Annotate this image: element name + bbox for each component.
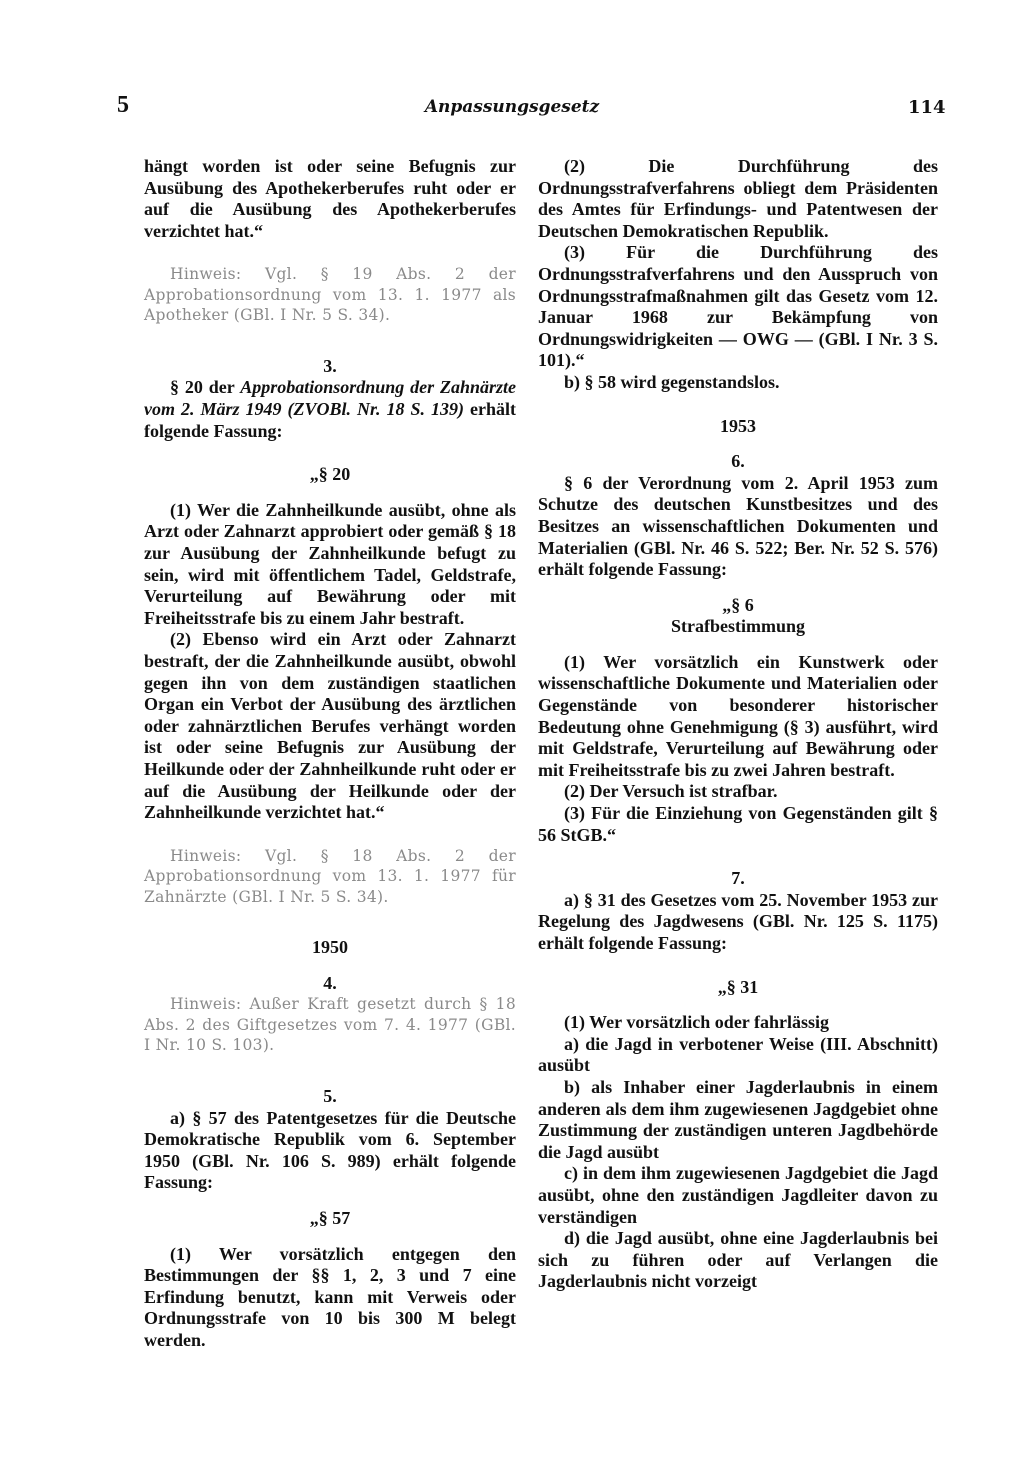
paragraph: (1) Wer vorsätzlich oder fahrlässig <box>564 1012 829 1033</box>
paragraph: (3) Für die Durchführung des Ordnungsstrafverfahrens und den Ausspruch von Ordnungsstrafmaßnahmen gilt das Gesetz vom 12. Januar 1968 zur Bekämpfung von Ordnungswidrigkeiten — OWG — (GBl. I Nr. 3 S. 101).“ <box>538 242 938 371</box>
paragraph: § 6 der Verordnung vom 2. April 1953 zum Schutze des deutschen Kunstbesitzes und des Besitzes an wissenschaftlichen Dokumenten und Materialien (GBl. Nr. 46 S. 522; Ber. Nr. 52 S. 576) erhält folgende Fassung: <box>538 472 938 580</box>
paragraph-text: erhält folgende Fassung: <box>144 399 516 441</box>
paragraph: (2) Der Versuch ist strafbar. <box>564 781 778 802</box>
section-heading: „§ 57 <box>309 1207 351 1228</box>
list-item: b) als Inhaber einer Jagderlaubnis in einem anderen als dem ihm zugewiesenen Jagdgebiet ohne Zustimmung der zuständigen unteren Jagdbehörde die Jagd ausübt <box>538 1076 938 1162</box>
list-item: a) die Jagd in verbotener Weise (III. Abschnitt) ausübt <box>538 1033 938 1076</box>
right-column <box>538 156 938 1293</box>
section-number: 7. <box>731 868 745 889</box>
paragraph: (1) Wer die Zahnheilkunde ausübt, ohne als Arzt oder Zahnarzt approbiert oder gemäß § 18 zur Ausübung der Zahnheilkunde befugt zu sein, wird mit öffentlichem Tadel, Geldstrafe, Verurteilung auf Bewährung oder mit Freiheitsstrafe bis zu einem Jahr bestraft. <box>144 499 516 628</box>
paragraph: (3) Für die Einziehung von Gegenständen gilt § 56 StGB.“ <box>538 803 938 845</box>
hint-note: Hinweis: Außer Kraft gesetzt durch § 18 Abs. 2 des Giftgesetzes vom 7. 4. 1977 (GBl. I Nr. 10 S. 103). <box>144 995 516 1055</box>
hint-note: Hinweis: Vgl. § 19 Abs. 2 der Approbationsordnung vom 13. 1. 1977 als Apotheker (GBl. I Nr. 5 S. 34). <box>144 265 516 325</box>
page-number: 114 <box>908 97 946 118</box>
section-heading: „§ 31 <box>717 976 759 997</box>
left-column <box>144 156 516 1351</box>
paragraph: (2) Die Durchführung des Ordnungsstrafverfahrens obliegt dem Präsidenten des Amtes für Erfindungs- und Patentwesen der Deutschen Demokratischen Republik. <box>538 156 938 241</box>
section-number: 4. <box>323 972 337 993</box>
paragraph-text: § 20 der <box>170 377 241 398</box>
paragraph: b) § 58 wird gegenstandslos. <box>564 371 780 392</box>
law-citation: Approbationsordnung der Zahnärzte vom 2. März 1949 (ZVOBl. Nr. 18 S. 139) <box>144 377 516 420</box>
chapter-number: 5 <box>117 92 129 118</box>
paragraph: a) § 57 des Patentgesetzes für die Deutsche Demokratische Republik vom 6. September 1950 (GBl. Nr. 106 S. 989) erhält folgende Fassung: <box>144 1107 516 1193</box>
paragraph <box>144 377 516 442</box>
paragraph: (1) Wer vorsätzlich entgegen den Bestimmungen der §§ 1, 2, 3 und 7 eine Erfindung benutzt, kann mit Verweis oder Ordnungsstrafe von 10 bis 300 M belegt werden. <box>144 1243 516 1350</box>
section-heading: „§ 20 <box>309 464 351 485</box>
paragraph: (1) Wer vorsätzlich ein Kunstwerk oder wissenschaftliche Dokumente und Materialien oder Gegenstände von besonderer historischer Bedeutung ohne Genehmigung (§ 3) ausführt, wird mit Geldstrafe, Verurteilung auf Bewährung oder mit Freiheitsstrafe bis zu zwei Jahren bestraft. <box>538 651 938 780</box>
section-number: 3. <box>323 355 337 376</box>
paragraph: a) § 31 des Gesetzes vom 25. November 1953 zur Regelung des Jagdwesens (GBl. Nr. 125 S. 1175) erhält folgende Fassung: <box>538 889 938 953</box>
section-subtitle: Strafbestimmung <box>671 616 805 637</box>
section-heading: „§ 6 <box>722 594 754 615</box>
paragraph: hängt worden ist oder seine Befugnis zur Ausübung des Apothekerberufes ruht oder er auf die Ausübung des Apothekerberufes verzichtet hat.“ <box>144 156 516 241</box>
list-item: c) in dem ihm zugewiesenen Jagdgebiet die Jagd ausübt, ohne den zuständigen Jagdleiter davon zu verständigen <box>538 1163 938 1227</box>
list-item: d) die Jagd ausübt, ohne eine Jagderlaubnis bei sich zu führen oder auf Verlangen die Jagderlaubnis nicht vorzeigt <box>538 1228 938 1292</box>
year-heading: 1950 <box>312 937 348 958</box>
paragraph: (2) Ebenso wird ein Arzt oder Zahnarzt bestraft, der die Zahnheilkunde ausübt, obwohl gegen ihn von dem zuständigen staatlichen Organ ein Verbot der Ausübung des ärztlichen oder zahnärztlichen Berufes verhängt worden ist oder seine Befugnis zur Ausübung der Heilkunde oder der Zahnheilkunde ruht oder er auf die Ausübung der Heilkunde oder der Zahnheilkunde verzichtet hat.“ <box>144 629 516 823</box>
running-title: Anpassungsgesetz <box>424 97 600 117</box>
section-number: 5. <box>323 1085 337 1106</box>
section-number: 6. <box>731 451 745 472</box>
hint-note: Hinweis: Vgl. § 18 Abs. 2 der Approbationsordnung vom 13. 1. 1977 für Zahnärzte (GBl. I Nr. 5 S. 34). <box>144 846 516 906</box>
year-heading: 1953 <box>720 415 756 436</box>
